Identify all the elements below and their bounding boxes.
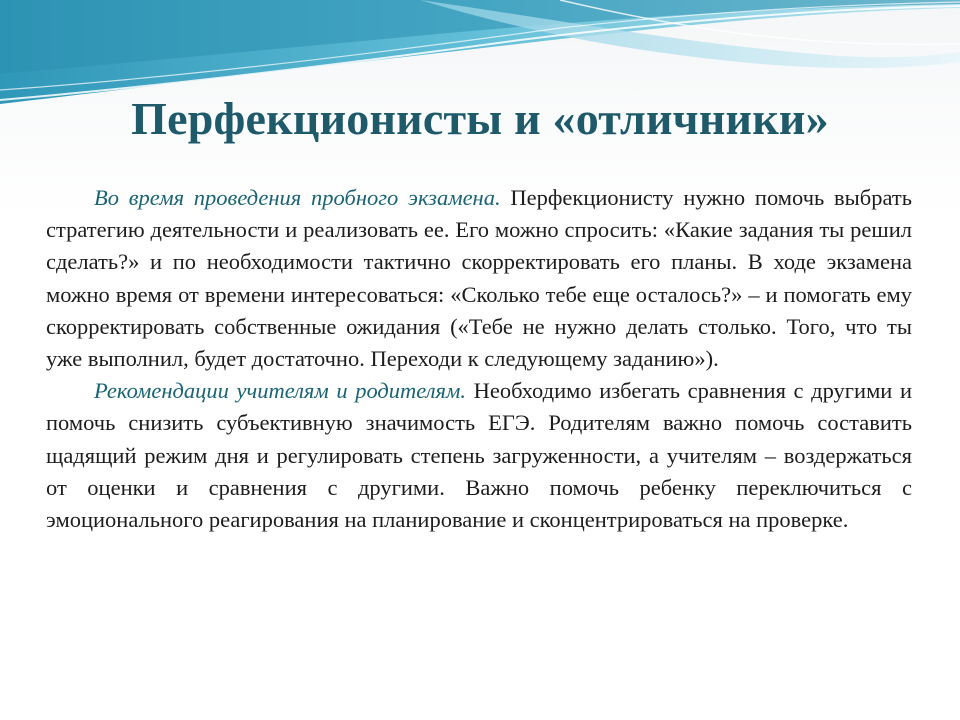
page-title: Перфекционисты и «отличники»	[131, 93, 829, 144]
slide-body	[46, 182, 912, 536]
paragraph-recommendations	[46, 375, 912, 536]
paragraph-text: Необходимо избегать сравнения с другими и помочь снизить субъективную значимость ЕГЭ. Родителям важно помочь составить щадящий режим дня и регулировать степень загруженности, а учителям – воздержаться от оценки и сравнения с другими. Важно помочь ребенку переключиться с эмоционального реагирования на планирование и сконцентрироваться на проверке.	[46, 378, 912, 533]
paragraph-lead: Рекомендации учителям и родителям.	[94, 378, 466, 404]
paragraph-exam	[46, 182, 912, 375]
paragraph-lead: Во время проведения пробного экзамена.	[94, 185, 501, 210]
paragraph-text: Перфекционисту нужно помочь выбрать стратегию деятельности и реализовать ее. Его можно спросить: «Какие задания ты решил сделать?» и по необходимости тактично скорректировать его планы. В ходе экзамена можно время от времени интересоваться: «Сколько тебе еще осталось?» – и помогать ему скорректировать собственные ожидания («Тебе не нужно делать столько. Того, что ты уже выполнил, будет достаточно. Переходи к следующему заданию»).	[46, 185, 912, 372]
